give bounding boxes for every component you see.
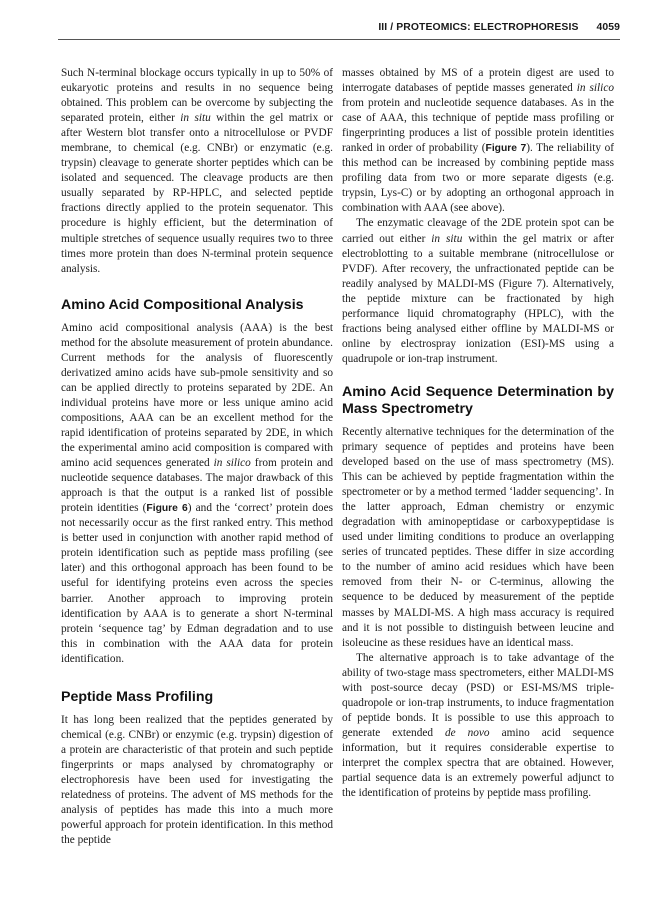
- sequence-paragraph-1: Recently alternative techniques for the determination of the primary sequence of peptides and proteins have been developed based on the use of mass spectrometry (MS). This can be achieved by peptide fragmentation within the spectrometer or by a method termed ‘ladder sequencing’. In the latter approach, Edman chemistry or enzymic degradation with aminopeptidase or carboxypeptidase is used under limiting conditions to produce an overlapping series of truncated peptides. These differ in size according to the number of amino acid residues which have been removed from their N- or C-terminus, allowing the sequence to be deduced by measurement of the peptide masses by MALDI-MS. A high mass accuracy is required and it is not possible to distinguish between leucine and isoleucine as these residues have an identical mass.: [342, 425, 614, 649]
- section-heading-aaa: Amino Acid Compositional Analysis: [61, 296, 304, 313]
- page-number: 4059: [596, 22, 620, 33]
- running-header: [58, 22, 620, 33]
- enzymatic-cleavage-paragraph: The enzymatic cleavage of the 2DE protein spot can be carried out either in situ within the gel matrix or after electroblotting to a suitable membrane (nitrocellulose or PVDF). After recovery, the unfractionated peptide can be readily analysed by MALDI-MS (Figure 7). Alternatively, the peptide mixture can be fractionated by high performance liquid chromatography (HPLC), with the fractions being analysed either offline by MALDI-MS or online by electrospray ionization (ESI)-MS using a quadrupole or ion-trap instrument.: [342, 217, 614, 365]
- figure-7-reference[interactable]: Figure 7: [485, 143, 527, 155]
- sequence-paragraph-2: The alternative approach is to take advantage of the ability of two-stage mass spectrometers, either MALDI-MS with post-source decay (PSD) or ESI-MS/MS triple-quadropole or ion-trap instruments, to induce fragmentation of peptide bonds. It is possible to use this approach to generate extended de novo amino acid sequence information, but it requires considerable expertise to interpret the complex spectra that are obtained. However, partial sequence data is an extremely powerful adjunct to the identification of proteins by peptide mass profiling.: [342, 651, 614, 800]
- section-heading-peptide-mass-profiling: Peptide Mass Profiling: [61, 688, 214, 705]
- running-title: III / PROTEOMICS: ELECTROPHORESIS: [378, 22, 579, 33]
- intro-paragraph: Such N-terminal blockage occurs typically in up to 50% of eukaryotic proteins and results in no sequence being obtained. This problem can be overcome by subjecting the separated protein, either in situ within the gel matrix or after Western blot transfer onto a nitrocellulose or PVDF membrane, to chemical (e.g. CNBr) or enzymatic (e.g. trypsin) cleavage to generate shorter peptides which can be isolated and sequenced. The cleavage products are then usually separated by RP-HPLC, and selected peptide fractions directly applied to the protein sequenator. This procedure is highly efficient, but the determination of multiple stretches of sequence usually requires two to three times more protein than does N-terminal protein sequence analysis.: [61, 67, 333, 275]
- figure-6-reference[interactable]: Figure 6: [146, 503, 188, 515]
- pmp-continued-paragraph: masses obtained by MS of a protein digest are used to interrogate databases of peptide masses generated in silico from protein and nucleotide sequence databases. As in the case of AAA, this technique of peptide mass profiling or fingerprinting produces a list of possible protein identities ranked in order of probability (Figure 7). The reliability of this method can be increased by combining peptide mass profiling data from two or more separate digests (e.g. trypsin, Lys-C) or by adopting an orthogonal approach in combination with AAA (see above).: [342, 67, 614, 215]
- header-rule: [58, 39, 620, 40]
- left-column: [61, 66, 333, 848]
- right-column: [342, 66, 614, 801]
- aaa-paragraph: Amino acid compositional analysis (AAA) is the best method for the absolute measurement of protein abundance. Current methods for the analysis of fluorescently derivatized amino acids have sub-pmole sensitivity and so can be applied directly to proteins separated by 2DE. An individual proteins have more or less unique amino acid compositions, AAA can be an excellent method for the rapid identification of proteins separated by 2DE, in which the experimental amino acid composition is compared with amino acid sequences generated in silico from protein and nucleotide sequence databases. The major drawback of this approach is that the output is a ranked list of possible protein identities (Figure 6) and the ‘correct’ protein does not necessarily occur as the first ranked entry. This method is better used in conjunction with another rapid method of protein identification such as peptide mass profiling (see later) and this orthogonal approach has been found to be useful for identifying proteins even across the species barrier. Another approach to improving protein identification by AAA is to generate a short N-terminal protein ‘sequence tag’ by Edman degradation and to use this in combination with the AAA data for protein identification.: [61, 321, 334, 665]
- section-heading-sequence-determination: Amino Acid Sequence Determination by Mass Spectrometry: [342, 383, 614, 417]
- pmp-paragraph: It has long been realized that the peptides generated by chemical (e.g. CNBr) or enzymic (e.g. trypsin) digestion of a protein are characteristic of that protein and such peptide fingerprints or maps analysed by chromatography or electrophoresis have been used for investigating the relatedness of proteins. The advent of MS methods for the analysis of peptides has made this into a much more powerful approach for protein identification. In this method the peptide: [61, 713, 333, 847]
